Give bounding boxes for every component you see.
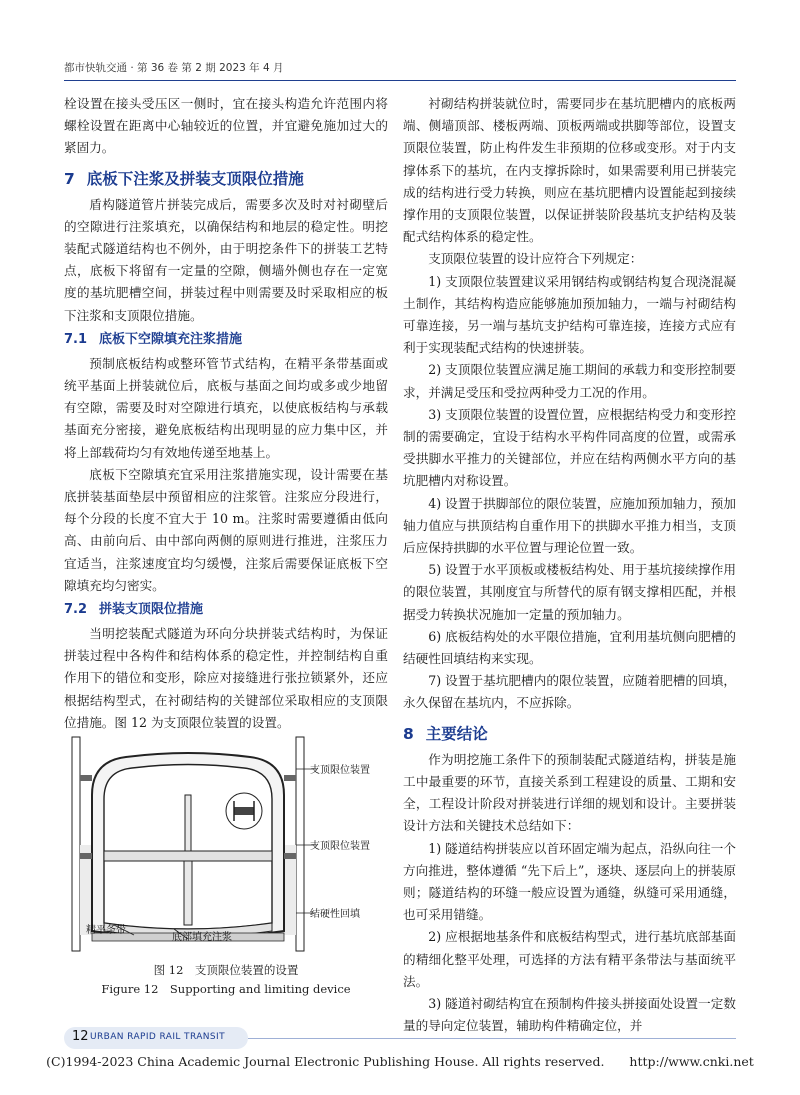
list-item: 1) 支顶限位装置建议采用钢结构或钢结构复合现浇混凝土制作，其结构构造应能够施加预加轴力，一端与衬砌结构可靠连接，另一端与基坑支护结构可靠连接，连接方式应有利于实现装配式结构的快速拼装。 — [403, 273, 736, 356]
figure-12-drawing — [64, 735, 388, 961]
left-column — [64, 93, 388, 734]
subsection-number: 7.2 — [64, 602, 88, 618]
footer-band — [64, 1027, 736, 1051]
paragraph: 支顶限位装置的设计应符合下列规定： — [428, 251, 643, 267]
subsection-title: 底板下空隙填充注浆措施 — [99, 331, 243, 347]
left-retaining-wall — [72, 737, 80, 951]
strut-left-top — [80, 775, 92, 781]
subsection-title: 拼装支顶限位措施 — [99, 602, 204, 618]
journal-header: 都市快轨交通 · 第 36 卷 第 2 期 2023 年 4 月 — [64, 62, 284, 74]
middle-slab — [104, 851, 272, 861]
list-item: 2) 支顶限位装置应满足施工期间的承载力和变形控制要求，并满足受压和受拉两种受力工况的作用。 — [403, 362, 736, 400]
subsection-number: 7.1 — [64, 331, 88, 347]
label-grout: 底部填充注浆 — [172, 932, 232, 943]
figure-caption-en: Figure 12 Supporting and limiting device — [101, 982, 351, 996]
central-column — [184, 861, 192, 925]
label-support-mid: 支顶限位装置 — [310, 841, 370, 852]
section-title: 主要结论 — [425, 724, 488, 743]
list-item: 3) 支顶限位装置的设置位置，应根据结构受力和变形控制的需要确定，宜设于结构水平构件同高度的位置，或需承受拱脚水平推力的关键部位，并应在结构两侧水平方向的基坑肥槽内对称设置。 — [403, 406, 736, 489]
section-heading-7 — [64, 166, 388, 192]
paragraph: 盾构隧道管片拼装完成后，需要多次及时对衬砌壁后的空隙进行注浆填充，以确保结构和地层的稳定性。明挖装配式隧道结构也不例外，由于明挖条件下的拼装工艺特点，底板下将留有一定量的空隙，侧墙外侧也存在一定宽度的基坑肥槽空间，拼装过程中则需要及时采取相应的板下注浆和支顶限位措施。 — [64, 196, 388, 323]
page-number: 12 — [72, 1029, 89, 1044]
journal-name-en: URBAN RAPID RAIL TRANSIT — [90, 1032, 225, 1042]
paragraph: 底板下空隙填充宜采用注浆措施实现，设计需要在基底拼装基面垫层中预留相应的注浆管。注浆应分段进行，每个分段的长度不宜大于 10 m。注浆时需要遵循由低向高、由前向后、由中部向两侧的原则进行推进，注浆压力宜适当，注浆速度宜均匀缓慢，注浆后需要保证底板下空隙填充均匀密实。 — [64, 466, 388, 593]
strut-right-top — [284, 775, 296, 781]
list-item: 4) 设置于拱脚部位的限位装置，应施加预加轴力，预加轴力值应与拱顶结构自重作用下的拱脚水平推力相当，支顶后应保持拱脚的水平位置与理论位置一致。 — [403, 495, 736, 556]
paragraph: 栓设置在接头受压区一侧时，宜在接头构造允许范围内将螺栓设置在距离中心轴较近的位置，并宜避免施加过大的紧固力。 — [64, 96, 388, 156]
right-column — [403, 93, 736, 1037]
paragraph: 当明挖装配式隧道为环向分块拼装式结构时，为保证拼装过程中各构件和结构体系的稳定性，并控制结构自重作用下的错位和变形，除应对接缝进行张拉锁紧外，还应根据结构型式，在衬砌结构的关键部位采取相应的支顶限位措施。图 12 为支顶限位装置的设置。 — [64, 626, 388, 730]
label-backfill: 结硬性回填 — [310, 909, 360, 920]
figure-caption-cn: 图 12 支顶限位装置的设置 — [153, 963, 299, 977]
paragraph: 作为明挖施工条件下的预制装配式隧道结构，拼装是施工中最重要的环节，直接关系到工程建设的质量、工期和安全，工程设计阶段对拼装进行详细的规划和设计。主要拼装设计方法和关键技术总结如下： — [403, 751, 736, 834]
conclusion-item: 2) 应根据地基条件和底板结构型式，进行基坑底部基面的精细化整平处理，可选择的方法有精平条带法与基面统平法。 — [403, 929, 736, 989]
detail-strut — [234, 807, 254, 815]
header-rule — [64, 80, 736, 81]
section-title: 底板下注浆及拼装支顶限位措施 — [86, 169, 304, 188]
paragraph: 衬砌结构拼装就位时，需要同步在基坑肥槽内的底板两端、侧墙顶部、楼板两端、顶板两端或拱脚等部位，设置支顶限位装置，防止构件发生非预期的位移或变形。对于内支撑体系下的基坑，在内支撑拆除时，如果需要利用已拼装完成的结构进行受力转换，则应在基坑肥槽内设置能起到接续撑作用的支顶限位装置，以保证拼装阶段基坑支护结构及装配式结构体系的稳定性。 — [403, 96, 736, 245]
footer-rule — [248, 1038, 736, 1039]
strut-left-mid — [80, 853, 92, 859]
subsection-heading-7-2 — [64, 599, 388, 621]
copyright-line: (C)1994-2023 China Academic Journal Electronic Publishing House. All rights reserved. http://www.cnki.net — [46, 1054, 754, 1069]
label-strip: 精平条带 — [86, 925, 126, 936]
subsection-heading-7-1 — [64, 329, 388, 351]
strut-right-mid — [284, 853, 296, 859]
section-heading-8 — [403, 721, 736, 747]
conclusion-item: 3) 隧道衬砌结构宜在预制构件接头拼接面处设置一定数量的导向定位装置，辅助构件精确定位，并 — [403, 995, 736, 1034]
label-support-top: 支顶限位装置 — [310, 765, 370, 776]
conclusion-item: 1) 隧道结构拼装应以首环固定端为起点，沿纵向往一个方向推进，整体遵循 “先下后上”，逐块、逐层向上的拼装原则；隧道结构的环缝一般应设置为通缝，纵缝可采用通缝，也可采用错缝。 — [403, 840, 736, 923]
upper-column — [185, 795, 191, 851]
section-number: 8 — [403, 724, 414, 743]
figure-12 — [64, 735, 388, 999]
paragraph: 预制底板结构或整环管节式结构，在精平条带基面或统平基面上拼装就位后，底板与基面之间均或多或少地留有空隙，需要及时对空隙进行填充，以使底板结构与承载基面充分密接，避免底板结构出现明显的应力集中区，并将上部载荷均匀有效地传递至地基上。 — [64, 355, 388, 460]
list-item: 7) 设置于基坑肥槽内的限位装置，应随着肥槽的回填，永久保留在基坑内，不应拆除。 — [403, 673, 736, 711]
section-number: 7 — [64, 169, 75, 188]
list-item: 5) 设置于水平顶板或楼板结构处、用于基坑接续撑作用的限位装置，其刚度宜与所替代的原有钢支撑相匹配，并根据受力转换状况施加一定量的预加轴力。 — [403, 562, 736, 622]
list-item: 6) 底板结构处的水平限位措施，宜利用基坑侧向肥槽的结硬性回填结构来实现。 — [403, 628, 736, 667]
